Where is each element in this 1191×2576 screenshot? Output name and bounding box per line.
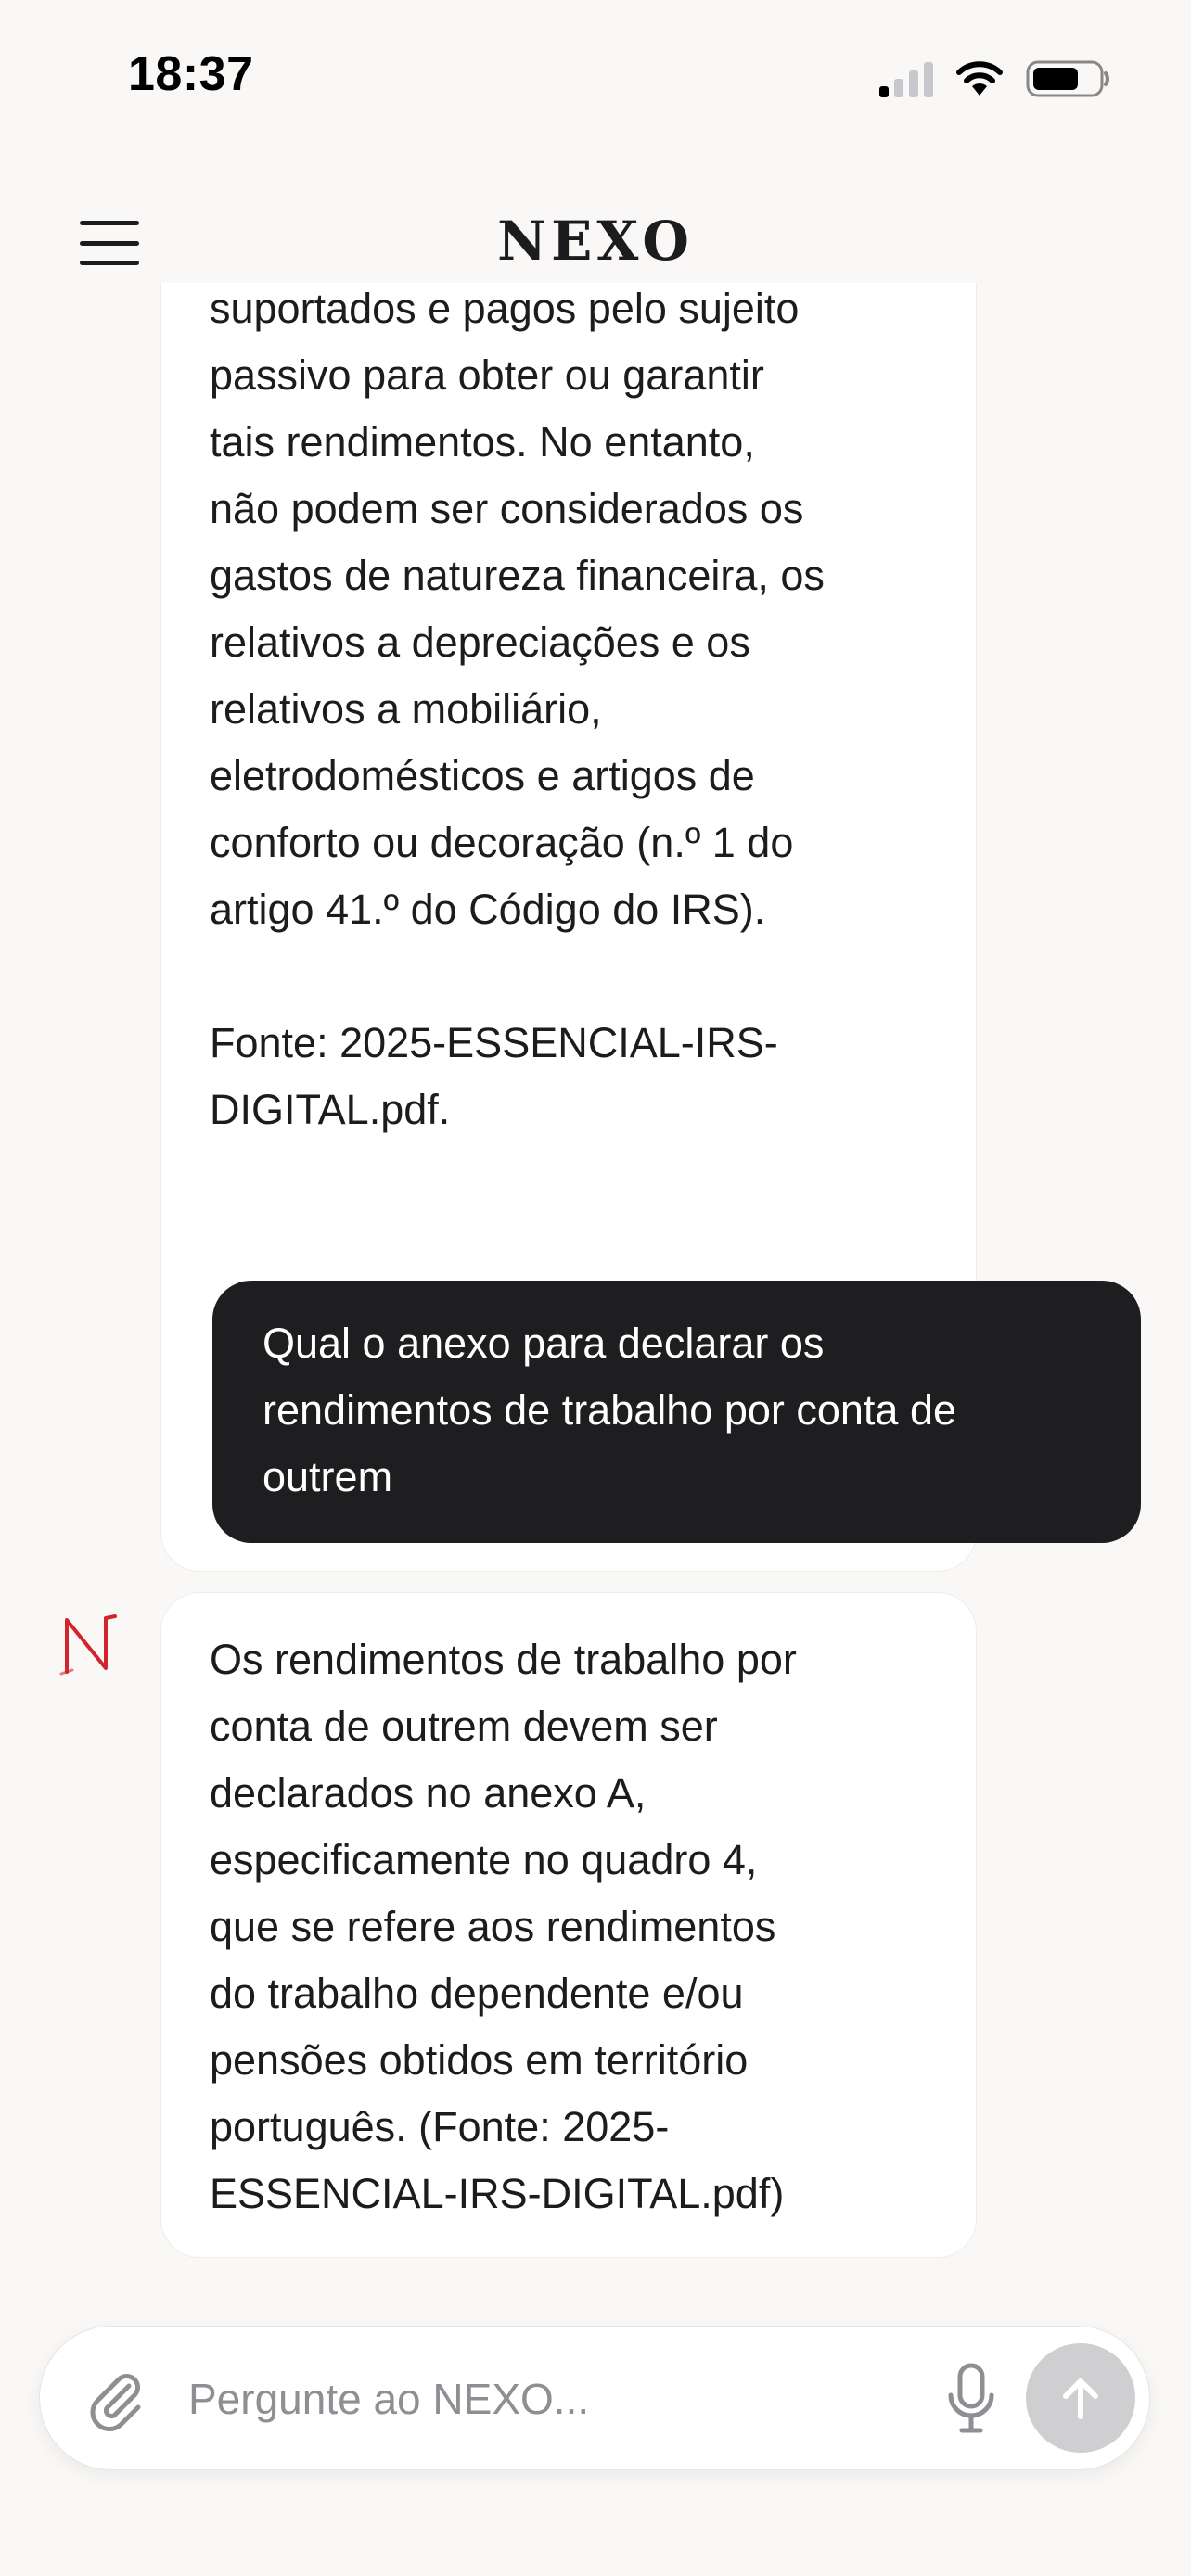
microphone-icon[interactable] — [938, 2360, 1005, 2438]
assistant-message — [160, 1592, 977, 2258]
arrow-up-icon — [1055, 2372, 1107, 2424]
assistant-message-text: suportados e pagos pelo sujeito passivo para obter ou garantir tais rendimentos. No entanto, não podem ser considerados os gastos de natureza financeira, os relativos a depreciações e os relativos a mobiliário, eletrodomésticos e artigos de conforto ou decoração (n.º 1 do artigo 41.º do Código do IRS). Fonte: 2025-ESSENCIAL-IRS- DIGITAL.pdf. — [210, 285, 825, 1133]
nexo-logo-icon — [58, 1607, 124, 1681]
chat-thread[interactable] — [0, 285, 1191, 2304]
send-button[interactable] — [1026, 2343, 1135, 2453]
user-message — [212, 1281, 1141, 1543]
app-title: NEXO — [497, 210, 694, 273]
cellular-signal-icon — [879, 60, 933, 97]
user-message-text: Qual o anexo para declarar os rendimentos de trabalho por conta de outrem — [263, 1320, 956, 1500]
status-icons — [879, 56, 1111, 102]
status-time: 18:37 — [128, 47, 254, 101]
battery-icon — [1026, 59, 1111, 98]
paperclip-icon[interactable] — [81, 2364, 151, 2434]
status-bar — [0, 0, 1191, 158]
prompt-input[interactable] — [188, 2364, 930, 2434]
assistant-message-text: Os rendimentos de trabalho por conta de outrem devem ser declarados no anexo A, especificamente no quadro 4, que se refere aos rendimentos do trabalho dependente e/ou pensões obtidos em território português. (Fonte: 2025- ESSENCIAL-IRS-DIGITAL.pdf) — [210, 1636, 797, 2217]
wifi-icon — [955, 60, 1004, 97]
message-composer — [39, 2326, 1150, 2470]
